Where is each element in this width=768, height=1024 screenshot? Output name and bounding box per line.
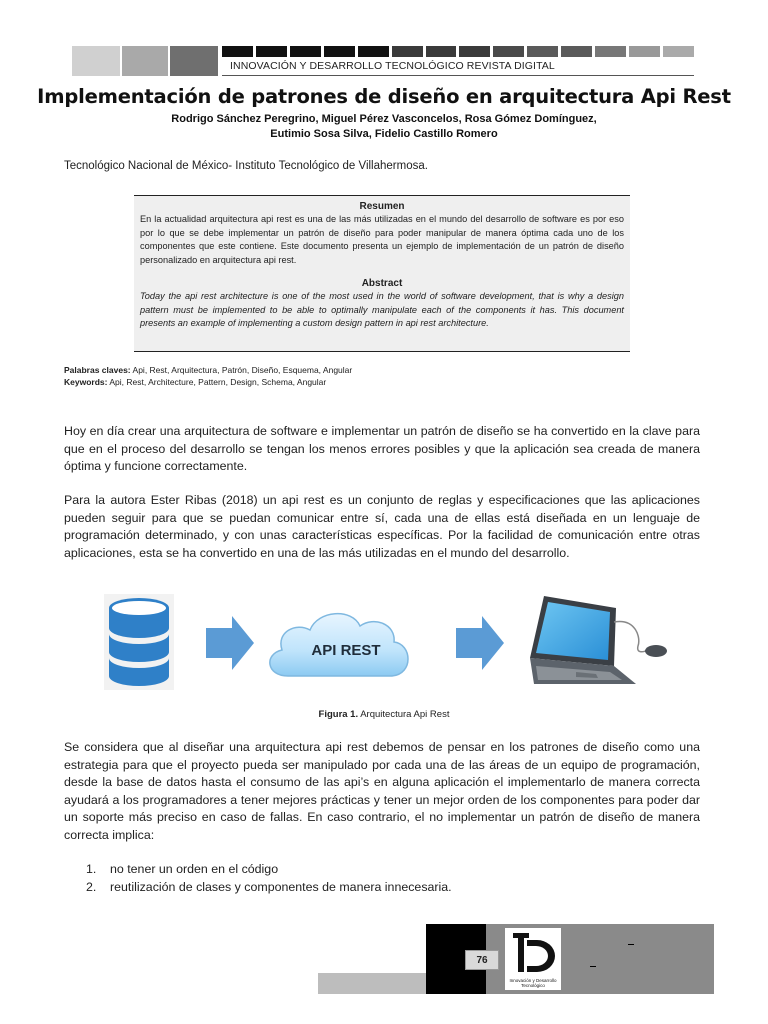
list-item-text: no tener un orden en el código [110,862,279,876]
journal-name: INNOVACIÓN Y DESARROLLO TECNOLÓGICO REVISTA DIGITAL [222,60,694,76]
cloud-icon [270,614,408,676]
body-paragraph-1: Hoy en día crear una arquitectura de software e implementar un patrón de diseño se ha convertido en la clave para que en el proceso del desarrollo se tengan los menos errores posibles y que la aplicación sea creada de manera óptima y funcione correctamente. [64,424,700,473]
abstract-box [134,195,630,352]
list-item [86,878,452,896]
header-strip-segment [358,46,389,57]
resumen-heading: Resumen [359,201,405,212]
api-rest-figure [96,588,676,698]
authors-line-2: Eutimio Sosa Silva, Fidelio Castillo Romero [270,128,498,140]
header-strip-segment [290,46,321,57]
affiliation: Tecnológico Nacional de México- Instituto Tecnológico de Villahermosa. [64,160,428,172]
header-block-dark [170,46,218,76]
footer-dash-2 [590,966,596,967]
figure-caption [0,709,768,720]
arrow-right-icon-2 [456,616,504,670]
header-strip-segment [392,46,423,57]
resumen-text: En la actualidad arquitectura api rest es una de las más utilizadas en el mundo del desarrollo de software es por eso por lo que se debe implementar un patrón de diseño para poder manipular de manera óptima cada uno de los componentes que este contiene. Este documento presenta un ejemplo de implementación de un patrón de diseño personalizado en arquitectura api rest. [140,214,624,265]
cloud-label: API REST [311,642,381,659]
authors-line-1: Rodrigo Sánchez Peregrino, Miguel Pérez Vasconcelos, Rosa Gómez Domínguez, [171,113,597,125]
header-strip-segment [561,46,592,57]
list-item-text: reutilización de clases y componentes de manera innecesaria. [110,880,452,894]
arrow-right-icon-1 [206,616,254,670]
implications-list [86,860,452,896]
header-strip-segment [595,46,626,57]
list-item [86,860,452,878]
header-block-light [72,46,120,76]
list-item-number: 2. [86,880,97,894]
header-strip-segment [426,46,457,57]
paper-title: Implementación de patrones de diseño en arquitectura Api Rest [37,85,731,108]
body-paragraph-3: Se considera que al diseñar una arquitectura api rest debemos de pensar en los patrones de diseño como una estrategia para que el proyecto pueda ser manipulado por cada una de las áreas de un equipo de programación, desde la base de datos hasta el consumo de las api’s en alguna aplicación el implementarlo de manera correcta ayudará a los programadores a tener mejores prácticas y tener un mejor orden de los componentes para poder dar un soporte más preciso en caso de fallas. En caso contrario, el no implementar un patrón de diseño de manera correcta implica: [64,740,700,842]
list-item-number: 1. [86,862,97,876]
footer-light-bar [318,973,426,994]
header-strip-segment [459,46,490,57]
figure-caption-label: Figura 1. [318,709,359,720]
database-icon [104,594,174,690]
header-gray-blocks [72,46,218,76]
keywords-es-label: Palabras claves: [64,365,131,375]
abstract-text: Today the api rest architecture is one of the most used in the world of software development, that is why a design pattern must be implemented to be able to optimally manipulate each of the components it has. This document presents an example of implementing a custom design pattern in api rest architecture. [140,291,624,328]
logo-mark-icon [505,928,561,978]
keywords-en [64,376,352,388]
keywords-en-label: Keywords: [64,377,108,387]
body-paragraph-2: Para la autora Ester Ribas (2018) un api rest es un conjunto de reglas y especificaciones que las aplicaciones pueden seguir para que se puedan comunicar entre sí, cada una de ellas está diseñada en un lenguaje de programación determinado, y con unas características específicas. Por la facilidad de comunicación entre otras aplicaciones, esta se ha convertido en una de las más utilizadas en el mundo del desarrollo. [64,493,700,560]
header-strip-segment [527,46,558,57]
header-strip-segment [222,46,253,57]
header-strip-segment [324,46,355,57]
header-color-strip [222,46,694,57]
keywords-es-values: Api, Rest, Arquitectura, Patrón, Diseño, Esquema, Angular [130,365,353,375]
keywords-en-values: Api, Rest, Architecture, Pattern, Design, Schema, Angular [107,377,327,387]
footer-dash-1 [628,944,634,945]
header-strip-segment [493,46,524,57]
logo-text: Innovación y Desarrollo Tecnológico [509,978,557,988]
journal-logo [505,928,561,990]
header-strip-segment [256,46,287,57]
header-block-medium [122,46,168,76]
abstract-heading: Abstract [361,278,403,289]
header-strip-segment [663,46,694,57]
page-number: 76 [465,950,499,970]
laptop-icon [530,596,667,684]
keywords-block [64,364,352,388]
figure-caption-text: Arquitectura Api Rest [358,709,450,720]
authors [0,112,768,142]
header-strip-segment [629,46,660,57]
keywords-es [64,364,352,376]
